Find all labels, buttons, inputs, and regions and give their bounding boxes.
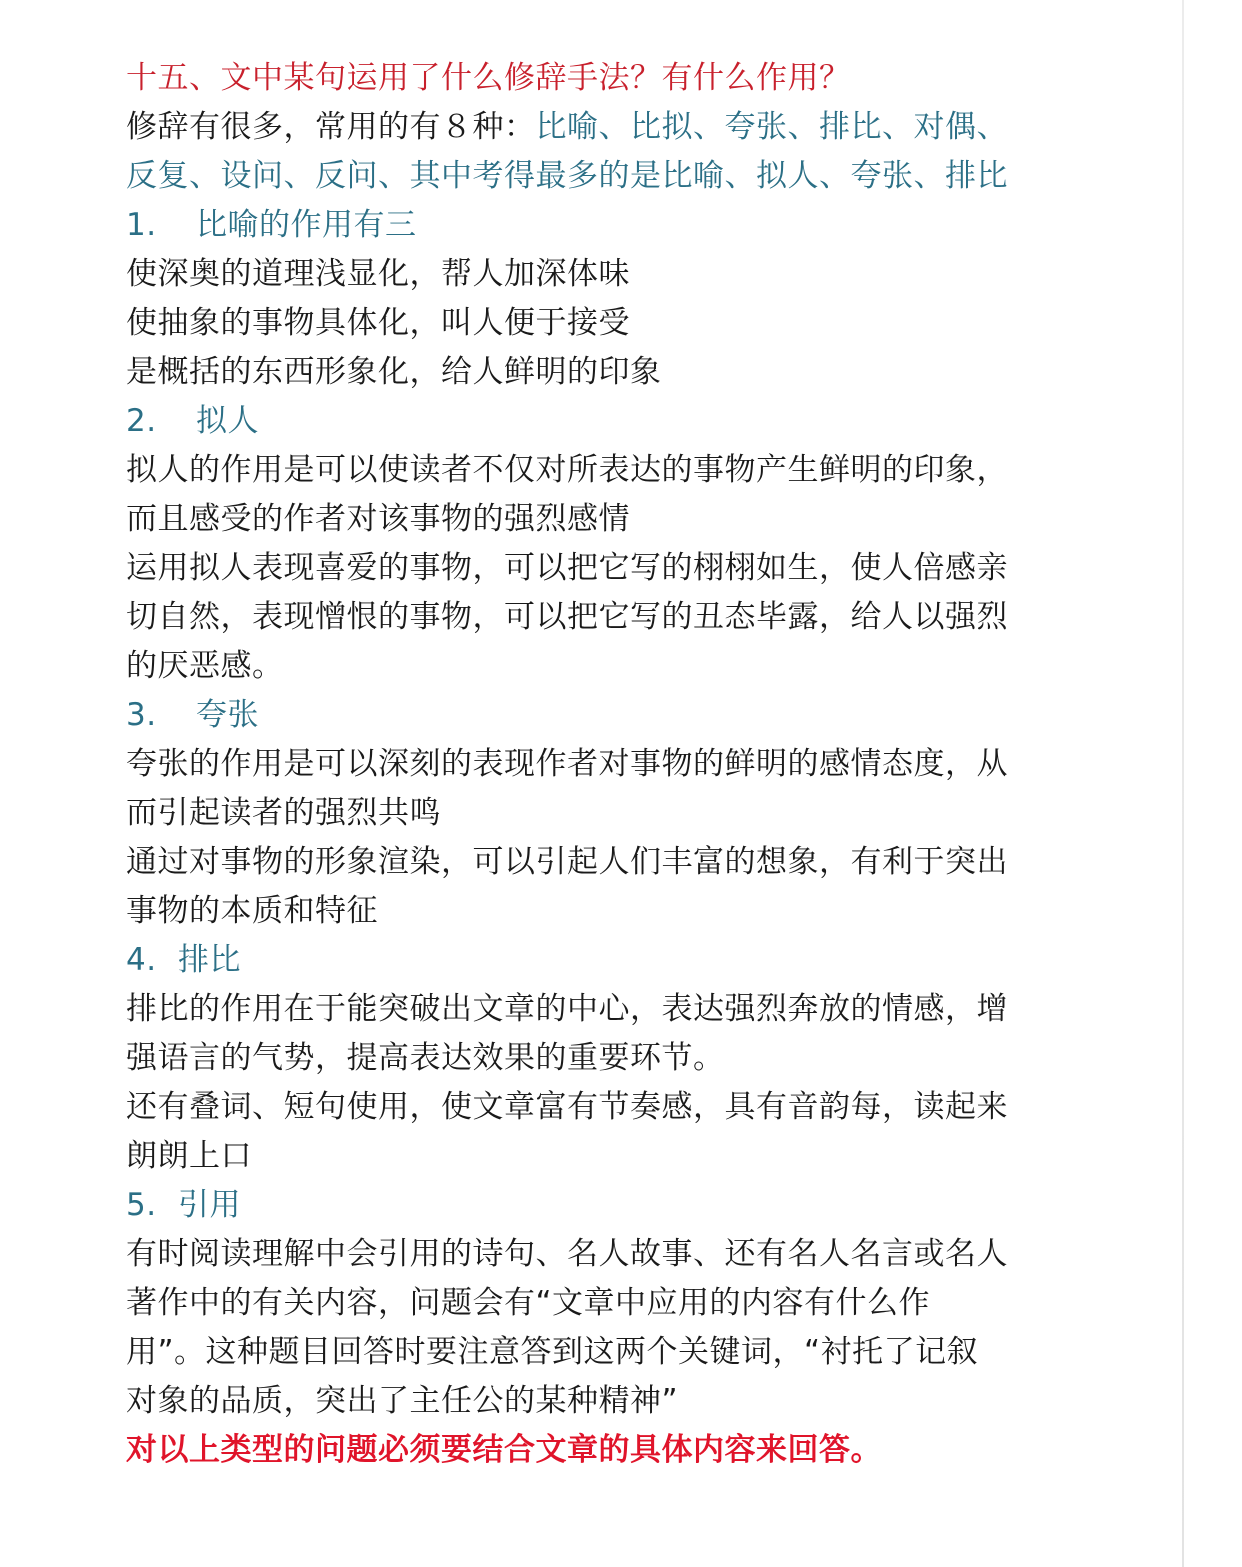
body-line: 事物的本质和特征: [126, 893, 378, 929]
section-heading-text: 拟人: [196, 403, 259, 439]
body-line: 著作中的有关内容，问题会有“文章中应用的内容有什么作: [126, 1285, 931, 1321]
body-line: 对象的品质，突出了主任公的某种精神”: [126, 1383, 679, 1419]
section-heading-text: 比喻的作用有三: [196, 207, 417, 243]
rhetoric-list-part-2: 反复、设问、反问、其中考得最多的是比喻、拟人、夸张、排比: [126, 158, 1008, 194]
body-line: 拟人的作用是可以使读者不仅对所表达的事物产生鲜明的印象，: [126, 452, 1008, 488]
document-body: [126, 54, 1106, 1475]
section-number: 5.: [126, 1187, 157, 1223]
section-heading-parallelism: [126, 936, 1106, 985]
page-edge-divider: [1182, 0, 1184, 1567]
section-number: 4.: [126, 942, 157, 978]
body-line: 通过对事物的形象渲染，可以引起人们丰富的想象，有利于突出: [126, 844, 1008, 880]
section-number: 2.: [126, 403, 157, 439]
body-line: 是概括的东西形象化，给人鲜明的印象: [126, 354, 662, 390]
rhetoric-list-part-1: 比喻、比拟、夸张、排比、对偶、: [535, 109, 1008, 145]
section-heading-hyperbole: [126, 691, 1106, 740]
body-line: 使深奥的道理浅显化，帮人加深体味: [126, 256, 630, 292]
body-line: 还有叠词、短句使用，使文章富有节奏感，具有音韵每，读起来: [126, 1089, 1008, 1125]
body-line: 有时阅读理解中会引用的诗句、名人故事、还有名人名言或名人: [126, 1236, 1008, 1272]
body-line: 的厌恶感。: [126, 648, 284, 684]
section-heading-quotation: [126, 1181, 1106, 1230]
body-line: 用”。这种题目回答时要注意答到这两个关键词，“衬托了记叙: [126, 1334, 979, 1370]
body-line: 运用拟人表现喜爱的事物，可以把它写的栩栩如生，使人倍感亲: [126, 550, 1008, 586]
body-line: 而引起读者的强烈共鸣: [126, 795, 441, 831]
page-title: 十五、文中某句运用了什么修辞手法？有什么作用？: [126, 60, 851, 96]
body-line: 使抽象的事物具体化，叫人便于接受: [126, 305, 630, 341]
body-line: 排比的作用在于能突破出文章的中心，表达强烈奔放的情感，增: [126, 991, 1008, 1027]
body-line: 切自然，表现憎恨的事物，可以把它写的丑态毕露，给人以强烈: [126, 599, 1008, 635]
intro-line-1: [126, 103, 1106, 152]
section-heading-text: 引用: [178, 1187, 241, 1223]
body-line: 强语言的气势，提高表达效果的重要环节。: [126, 1040, 725, 1076]
conclusion-note: 对以上类型的问题必须要结合文章的具体内容来回答。: [126, 1432, 882, 1468]
section-heading-text: 夸张: [196, 697, 259, 733]
section-heading-text: 排比: [178, 942, 241, 978]
section-heading-personification: [126, 397, 1106, 446]
section-number: 3.: [126, 697, 157, 733]
body-line: 夸张的作用是可以深刻的表现作者对事物的鲜明的感情态度，从: [126, 746, 1008, 782]
body-line: 而且感受的作者对该事物的强烈感情: [126, 501, 630, 537]
section-number: 1.: [126, 207, 157, 243]
section-heading-metaphor: [126, 201, 1106, 250]
intro-prefix: 修辞有很多，常用的有８种：: [126, 109, 536, 145]
body-line: 朗朗上口: [126, 1138, 252, 1174]
